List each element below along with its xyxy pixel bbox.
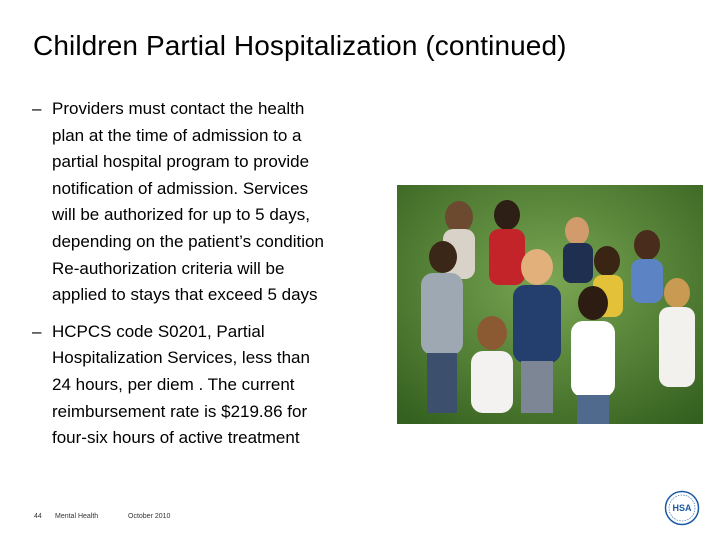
group-of-children-photo: [397, 185, 703, 424]
bullet-line: notification of admission. Services: [52, 178, 309, 198]
bullet-line: 24 hours, per diem . The current: [52, 374, 295, 394]
bullet-line: will be authorized for up to 5 days,: [52, 205, 310, 225]
bullet-line: applied to stays that exceed 5 days: [52, 285, 318, 305]
bullet-line: plan at the time of admission to a: [52, 125, 302, 145]
slide-title: Children Partial Hospitalization (continued): [33, 30, 567, 61]
bullet-line: depending on the patient’s condition: [52, 231, 324, 251]
bullet-line: HCPCS code S0201, Partial: [52, 321, 265, 341]
footer-date: October 2010: [128, 513, 171, 520]
logo-text: HSA: [672, 503, 692, 513]
bullet-item: [32, 319, 382, 452]
bullet-line: reimbursement rate is $219.86 for: [52, 401, 308, 421]
bullet-line: Hospitalization Services, less than: [52, 348, 310, 368]
bullet-dash: –: [32, 321, 42, 341]
footer-section: Mental Health: [55, 513, 99, 520]
bullet-item: [32, 96, 382, 309]
bullet-line: Re-authorization criteria will be: [52, 258, 285, 278]
bullet-line: four-six hours of active treatment: [52, 428, 300, 448]
footer-page-number: 44: [34, 513, 42, 520]
bullet-line: Providers must contact the health: [52, 99, 305, 118]
photo-illustration: [397, 185, 703, 424]
bullet-line: partial hospital program to provide: [52, 152, 310, 172]
bullet-dash: –: [32, 99, 42, 118]
bullet-list: [32, 96, 382, 462]
hsa-seal-icon: [664, 490, 700, 526]
